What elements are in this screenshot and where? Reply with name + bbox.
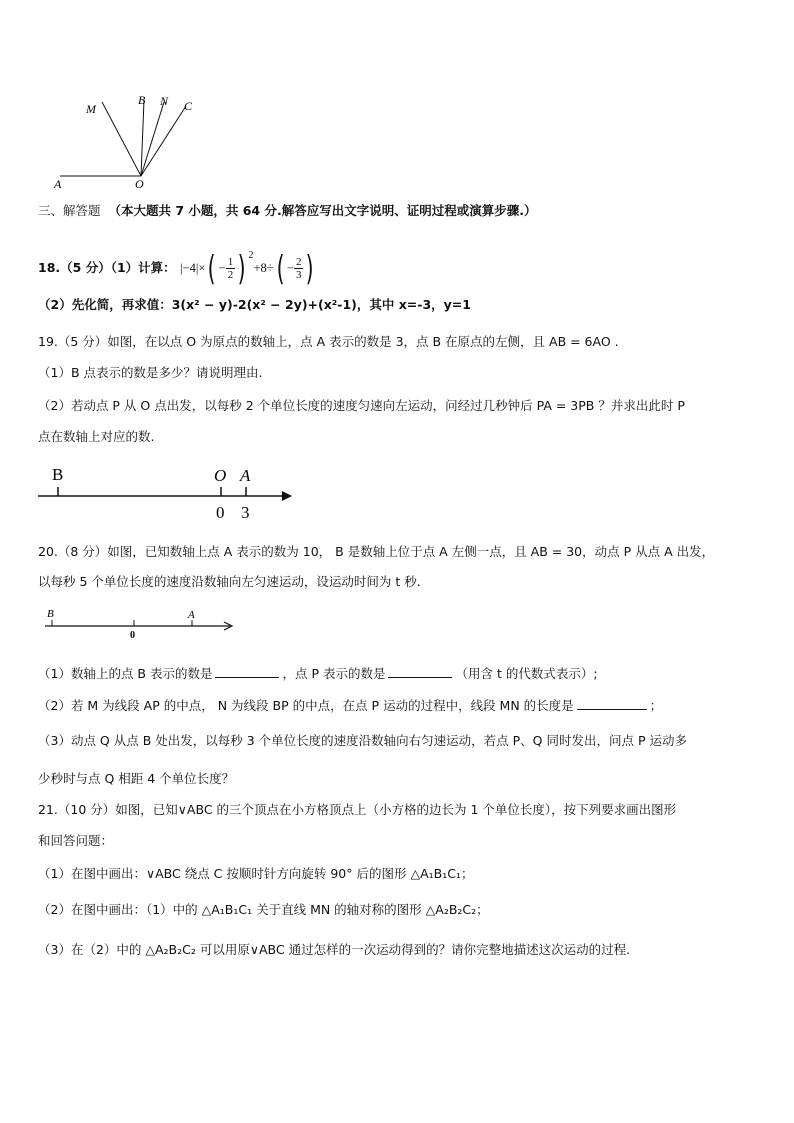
q20-p1-text-a: （1）数轴上的点 B 表示的数是 xyxy=(38,666,213,681)
q20-blank-b[interactable] xyxy=(215,665,279,678)
q18-abs: |−4|× xyxy=(180,261,206,275)
q20-part3-line2: 少秒时与点 Q 相距 4 个单位长度？ xyxy=(38,771,235,786)
q18-frac1: $\frac{1}{2}$ xyxy=(227,256,234,281)
q21-line4: （2）在图中画出：（1）中的 △A₁B₁C₁ 关于直线 MN 的轴对称的图形 △A₂B₂C₂； xyxy=(38,902,489,917)
q18-prefix: 18.（5 分）（1）计算： xyxy=(38,260,176,275)
q18-exp: 2 xyxy=(248,250,254,261)
ray-on xyxy=(141,102,164,176)
q18-part2-prefix: （2）先化简，再求值： xyxy=(38,297,172,312)
angle-figure xyxy=(40,88,210,190)
q20-part1 xyxy=(38,665,598,683)
q21-line1: 21.（10 分）如图，已知∨ABC 的三个顶点在小方格顶点上（小方格的边长为 1 个单位长度），按下列要求画出图形 xyxy=(38,802,677,817)
q18-part1: 18.（5 分）（1）计算： |−4|×( − $\frac{1}{2}$ ) $^2$+8÷( − $\frac{2}{3}$ ) xyxy=(38,248,315,289)
label-o: O xyxy=(214,466,227,485)
q20-p2-text-b: ； xyxy=(649,698,663,713)
q19-line1: 19.（5 分）如图，在以点 O 为原点的数轴上，点 A 表示的数是 3，点 B 在原点的左侧，且 AB = 6AO . xyxy=(38,334,619,349)
q19-line4: 点在数轴上对应的数. xyxy=(38,429,155,444)
q20-part2 xyxy=(38,697,662,715)
label-b: B xyxy=(52,465,64,484)
label-o: O xyxy=(135,177,144,190)
ray-oc xyxy=(141,106,186,176)
label-c: C xyxy=(184,99,193,113)
label-b: B xyxy=(138,93,146,107)
q20-number-line xyxy=(42,605,238,639)
label-a: A xyxy=(54,177,62,190)
q20-blank-p[interactable] xyxy=(388,665,452,678)
axis-arrow xyxy=(282,491,292,501)
label-3: 3 xyxy=(241,503,250,522)
ray-om xyxy=(102,102,141,176)
q19-line3: （2）若动点 P 从 O 点出发，以每秒 2 个单位长度的速度匀速向左运动，问经过几秒钟后 PA = 3PB ？并求出此时 P xyxy=(38,398,685,413)
section-heading xyxy=(38,202,536,220)
section-note: （本大题共 7 小题，共 64 分.解答应写出文字说明、证明过程或演算步骤.） xyxy=(108,203,537,218)
q19-number-line xyxy=(36,462,298,524)
q18-plus8div: +8÷ xyxy=(253,261,274,275)
q18-part2-expr: 3(x² − y)-2(x² − 2y)+(x²-1)，其中 x=-3，y=1 xyxy=(171,297,471,312)
label-n: N xyxy=(160,94,169,108)
q21-line2: 和回答问题： xyxy=(38,833,114,848)
ray-ob xyxy=(141,100,144,176)
q20-p1-text-c: （用含 t 的代数式表示）; xyxy=(455,666,598,681)
label-0: 0 xyxy=(130,630,135,639)
q20-blank-mn[interactable] xyxy=(577,697,647,710)
q20-line2: 以每秒 5 个单位长度的速度沿数轴向左匀速运动，设运动时间为 t 秒. xyxy=(38,574,421,589)
section-title: 三、解答题 xyxy=(38,203,101,218)
q18-part2 xyxy=(38,296,471,314)
q20-part3-line1: （3）动点 Q 从点 B 处出发，以每秒 3 个单位长度的速度沿数轴向右匀速运动，若点 P、Q 同时发出，问点 P 运动多 xyxy=(38,733,687,748)
label-a: A xyxy=(188,609,195,621)
q20-p2-text-a: （2）若 M 为线段 AP 的中点， N 为线段 BP 的中点，在点 P 运动的过程中，线段 MN 的长度是 xyxy=(38,698,574,713)
q18-frac2: $\frac{2}{3}$ xyxy=(295,256,302,281)
label-0: 0 xyxy=(216,503,225,522)
q19-line2: （1）B 点表示的数是多少？请说明理由. xyxy=(38,365,263,380)
q20-p1-text-b: ，点 P 表示的数是 xyxy=(282,666,386,681)
q20-line1: 20.（8 分）如图，已知数轴上点 A 表示的数为 10， B 是数轴上位于点 A 左侧一点，且 AB = 30，动点 P 从点 A 出发， xyxy=(38,544,715,559)
label-m: M xyxy=(86,102,96,116)
q21-line5: （3）在（2）中的 △A₂B₂C₂ 可以用原∨ABC 通过怎样的一次运动得到的？请你完整地描述这次运动的过程. xyxy=(38,942,631,957)
q21-line3: （1）在图中画出：∨ABC 绕点 C 按顺时针方向旋转 90° 后的图形 △A₁B₁C₁； xyxy=(38,866,474,881)
label-a: A xyxy=(240,466,251,485)
label-b: B xyxy=(47,608,54,620)
